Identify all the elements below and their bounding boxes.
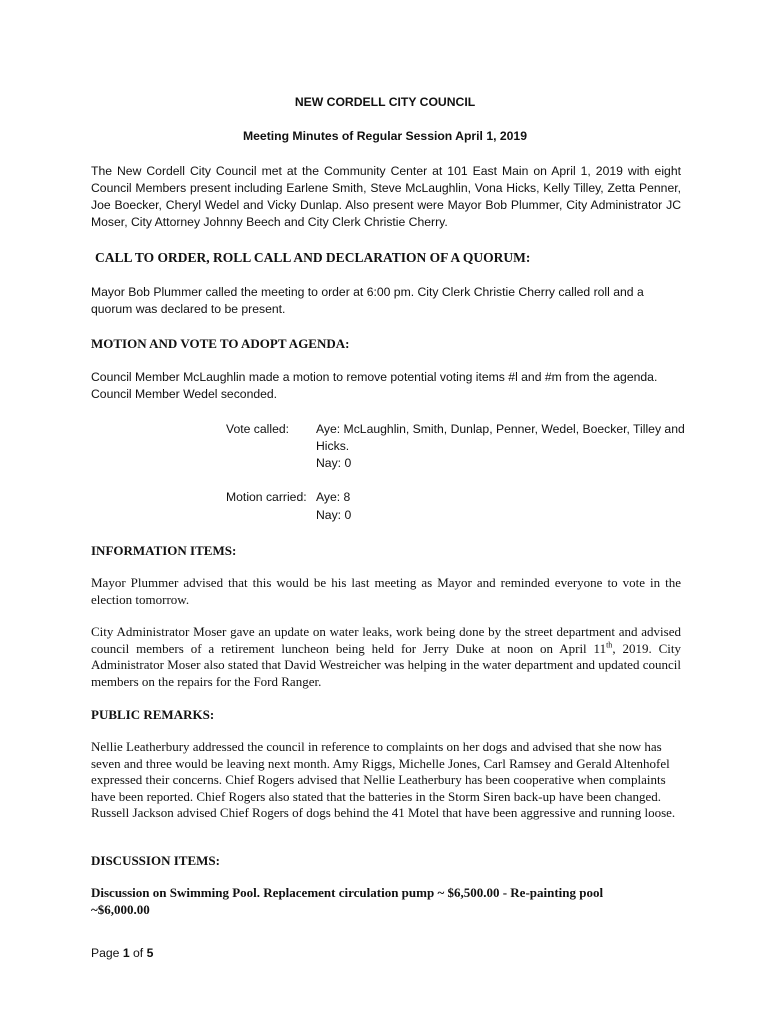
ordinal-superscript: th: [606, 640, 613, 650]
page-total: 5: [146, 946, 154, 960]
document-subtitle: Meeting Minutes of Regular Session April 1, 2019: [243, 129, 527, 143]
information-paragraph-2: [91, 624, 681, 690]
intro-paragraph: The New Cordell City Council met at the Community Center at 101 East Main on April 1, 2019 with eight Council Members present including Earlene Smith, Steve McLaughlin, Vona Hicks, Kelly Tilley, Zetta Penner, Joe Boecker, Cheryl Wedel and Vicky Dunlap. Also present were Mayor Bob Plummer, City Administrator JC Moser, City Attorney Johnny Beech and City Clerk Christie Cherry.: [91, 164, 681, 229]
motion-carried-label: Motion carried:: [226, 490, 307, 504]
public-remarks-paragraph: Nellie Leatherbury addressed the council in reference to complaints on her dogs and advised that she now has seven and three would be leaving next month. Amy Riggs, Michelle Jones, Carl Ramsey and Gerald Altenhofel expressed their concerns. Chief Rogers advised that Nellie Leatherbury has been cooperative when complaints have been reported. Chief Rogers also stated that the batteries in the Storm Siren back-up have been changed. Russell Jackson advised Chief Rogers of dogs behind the 41 Motel that have been aggressive and running loose.: [91, 739, 676, 820]
motion-carried-aye: Aye: 8: [316, 490, 351, 504]
section-heading-call-to-order: CALL TO ORDER, ROLL CALL AND DECLARATION OF A QUORUM:: [95, 250, 531, 265]
document-title: NEW CORDELL CITY COUNCIL: [294, 95, 476, 109]
section-heading-information: INFORMATION ITEMS:: [91, 543, 237, 558]
page-mid: of: [129, 946, 147, 960]
information-p2-part-b: , 2019. City Administrator Moser also stated that David Westreicher was helping in the water department and updated council members on the repairs for the Ford Ranger.: [91, 640, 681, 689]
vote-called-nay: Nay: 0: [316, 456, 352, 470]
discussion-item-swimming-pool: Discussion on Swimming Pool. Replacement circulation pump ~ $6,500.00 - Re-painting pool ~$6,000.00: [91, 885, 604, 917]
call-to-order-paragraph: Mayor Bob Plummer called the meeting to order at 6:00 pm. City Clerk Christie Cherry called roll and a quorum was declared to be present.: [91, 285, 644, 316]
agenda-paragraph: Council Member McLaughlin made a motion to remove potential voting items #l and #m from the agenda. Council Member Wedel seconded.: [91, 370, 658, 401]
section-heading-discussion: DISCUSSION ITEMS:: [91, 853, 220, 868]
information-p2-part-a: City Administrator Moser gave an update on water leaks, work being done by the street department and advised council members of a retirement luncheon being held for Jerry Duke at noon on April 11: [91, 624, 681, 656]
vote-called-label: Vote called:: [226, 422, 290, 436]
information-paragraph-1: Mayor Plummer advised that this would be his last meeting as Mayor and reminded everyone to vote in the election tomorrow.: [91, 575, 681, 607]
page-current: 1: [122, 946, 130, 960]
motion-carried-nay: Nay: 0: [316, 508, 352, 522]
section-heading-public-remarks: PUBLIC REMARKS:: [91, 707, 215, 722]
vote-called-aye: Aye: McLaughlin, Smith, Dunlap, Penner, Wedel, Boecker, Tilley and Hicks.: [316, 422, 685, 453]
page-number: [91, 945, 153, 962]
page-prefix: Page: [91, 946, 123, 960]
section-heading-agenda: MOTION AND VOTE TO ADOPT AGENDA:: [91, 336, 350, 351]
